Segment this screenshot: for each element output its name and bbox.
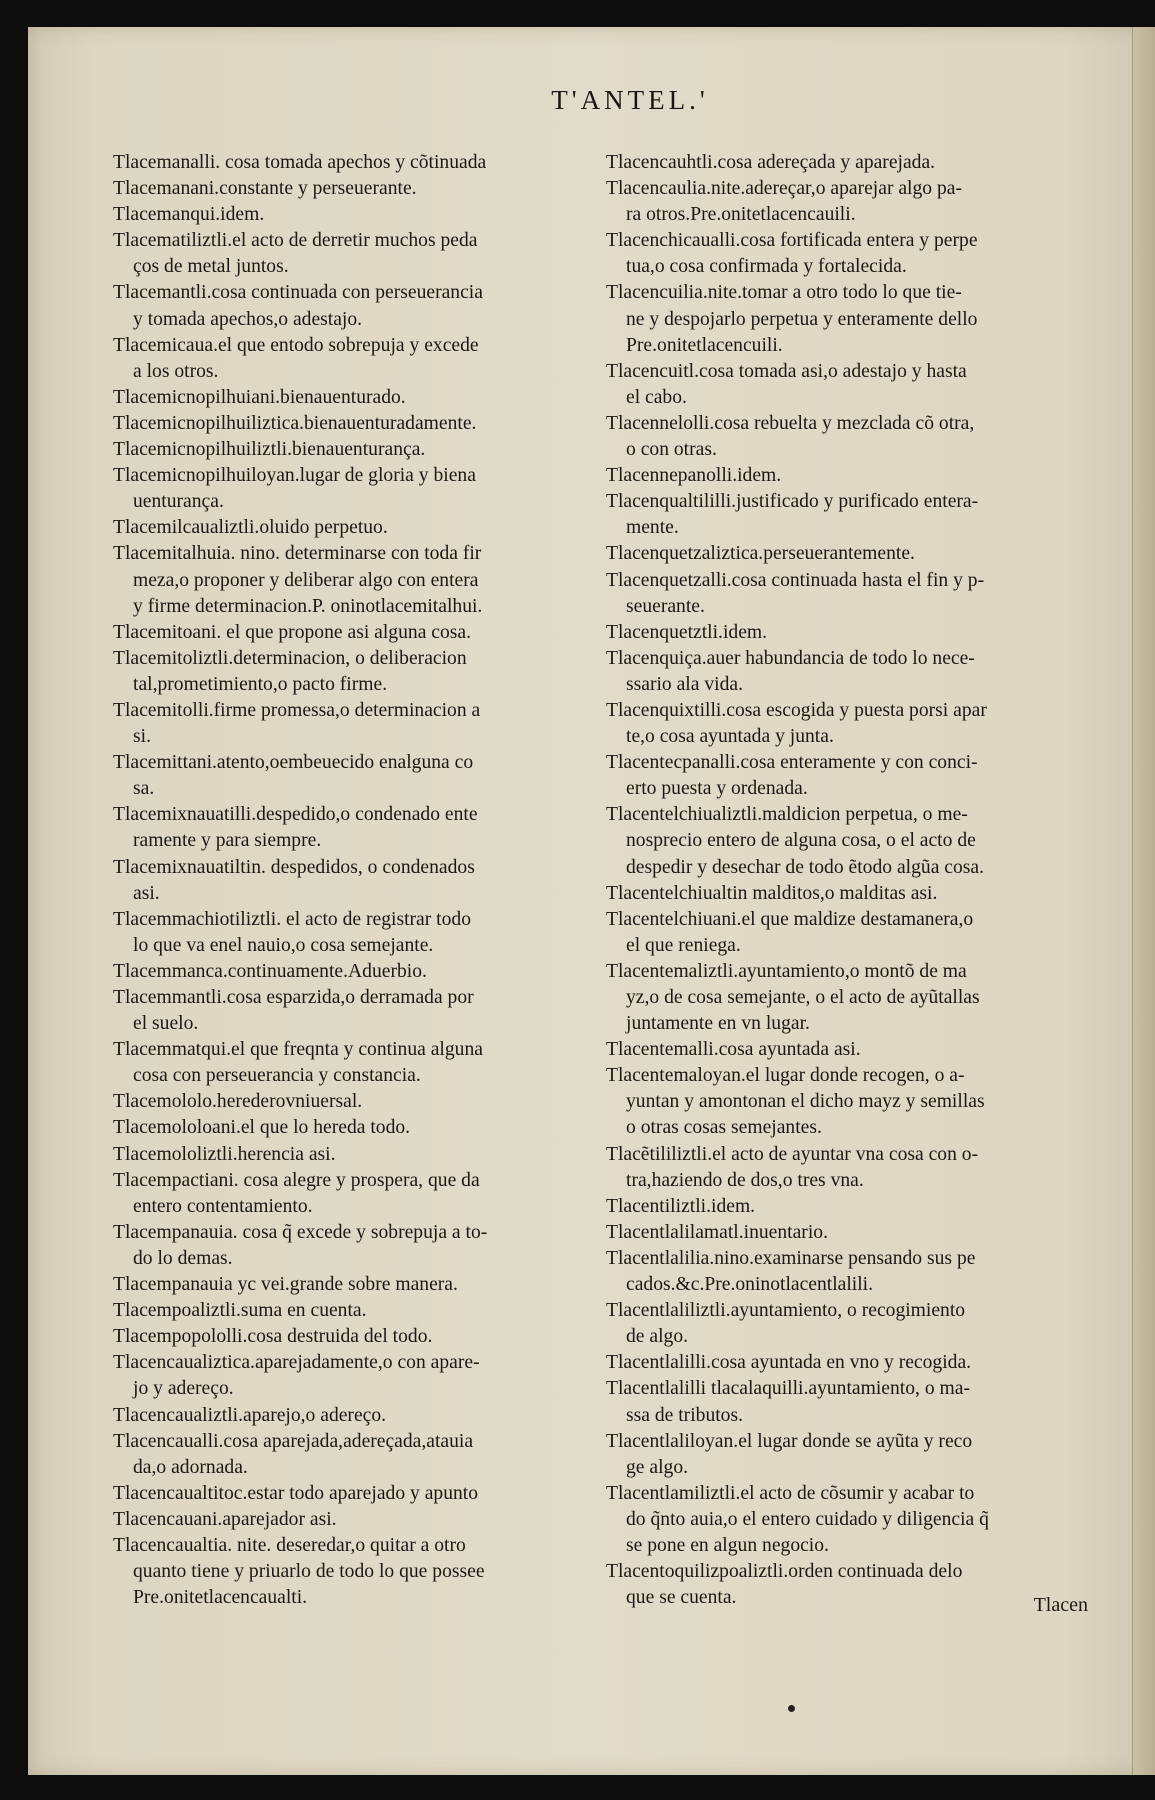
dictionary-entry-line: Tlacentlalilamatl.inuentario. [606,1221,828,1243]
entry-continuation-line: Pre.onitetlacencaualti. [133,1587,308,1609]
entry-continuation-line: y tomada apechos,o adestajo. [133,308,363,330]
entry-continuation-line: ne y despojarlo perpetua y enteramente dello [626,308,978,330]
dictionary-entry-line: Tlacennepanolli.idem. [606,465,782,487]
dictionary-entry-line: Tlacenquetzalli.cosa continuada hasta el fin y p- [606,569,985,591]
entry-continuation-line: y firme determinacion.P. oninotlacemitalhui. [133,595,483,617]
dictionary-entry-line: Tlacemantli.cosa continuada con perseuerancia [113,282,483,304]
entry-continuation-line: ços de metal juntos. [133,256,289,278]
entry-continuation-line: el cabo. [626,386,687,408]
dictionary-entry-line: Tlacencaualiztica.aparejadamente,o con apare- [113,1352,480,1374]
dictionary-entry-line: Tlacentelchiuani.el que maldize destamanera,o [606,908,974,930]
dictionary-entry-line: Tlacemicnopilhuiliztli.bienauenturança. [113,439,426,461]
entry-continuation-line: jo y adereço. [133,1378,234,1400]
dictionary-entry-line: Tlacemicnopilhuiloyan.lugar de gloria y biena [113,465,476,487]
entry-continuation-line: da,o adornada. [133,1456,248,1478]
dictionary-entry-line: Tlacentelchiualiztli.maldicion perpetua, o me- [606,804,968,826]
entry-continuation-line: ssario ala vida. [626,673,743,695]
entry-continuation-line: seuerante. [626,595,705,617]
dictionary-entry-line: Tlacencaualtia. nite. deseredar,o quitar a otro [113,1534,466,1556]
entry-continuation-line: entero contentamiento. [133,1195,313,1217]
entry-continuation-line: mente. [626,517,679,539]
entry-continuation-line: sa. [133,778,155,800]
entry-continuation-line: te,o cosa ayuntada y junta. [626,726,834,748]
running-header: T'ANTEL.' [551,85,709,115]
dictionary-entry-line: Tlacenquetztli.idem. [606,621,768,643]
dictionary-entry-line: Tlacemololo.herederovniuersal. [113,1091,363,1113]
dictionary-entry-line: Tlacempanauia yc vei.grande sobre manera. [113,1274,458,1296]
dictionary-entry-line: Tlacenquixtilli.cosa escogida y puesta porsi apar [606,699,987,721]
dictionary-entry-line: Tlacemittani.atento,oembeuecido enalguna co [113,752,474,774]
dictionary-entry-line: Tlacentlalilia.nino.examinarse pensando sus pe [606,1247,976,1269]
dictionary-entry-line: Tlacentemaliztli.ayuntamiento,o montõ de ma [606,960,967,982]
dictionary-entry-line: Tlacempoaliztli.suma en cuenta. [113,1300,367,1322]
dictionary-entry-line: Tlacentlalilli tlacalaquilli.ayuntamiento, o ma- [606,1378,970,1400]
entry-continuation-line: Pre.onitetlacencuili. [626,334,783,356]
dictionary-entry-line: Tlacentlalilli.cosa ayuntada en vno y recogida. [606,1352,972,1374]
dictionary-entry-line: Tlacemitoliztli.determinacion, o deliberacion [113,647,467,669]
entry-continuation-line: ra otros.Pre.onitetlacencauili. [626,204,856,226]
dictionary-entry-line: Tlacencuitl.cosa tomada asi,o adestajo y hasta [606,360,967,382]
entry-continuation-line: si. [133,726,151,748]
dictionary-entry-line: Tlacencaulia.nite.adereçar,o aparejar algo pa- [606,178,963,200]
entry-continuation-line: juntamente en vn lugar. [626,1013,810,1035]
dictionary-entry-line: Tlacemanani.constante y perseuerante. [113,178,417,200]
dictionary-entry-line: Tlacentlaliliztli.ayuntamiento, o recogimiento [606,1300,966,1322]
entry-continuation-line: uenturança. [133,491,224,513]
left-column [113,150,609,1611]
dictionary-entry-line: Tlacentemaloyan.el lugar donde recogen, o a- [606,1065,965,1087]
adjacent-page-edge [1132,27,1155,1775]
dictionary-entry-line: Tlacempopololli.cosa destruida del todo. [113,1326,433,1348]
dictionary-entry-line: Tlacemmantli.cosa esparzida,o derramada por [113,987,474,1008]
entry-continuation-line: quanto tiene y priuarlo de todo lo que possee [133,1561,485,1583]
dictionary-entry-line: Tlacennelolli.cosa rebuelta y mezclada cõ otra, [606,412,975,434]
entry-continuation-line: ramente y para siempre. [133,830,322,852]
entry-continuation-line: tra,haziendo de dos,o tres vna. [626,1169,864,1191]
dictionary-entry-line: Tlacenquetzaliztica.perseuerantemente. [606,543,915,565]
dictionary-entry-line: Tlacenquiça.auer habundancia de todo lo nece- [606,647,975,669]
entry-continuation-line: cosa con perseuerancia y constancia. [133,1065,421,1087]
entry-continuation-line: a los otros. [133,360,219,382]
entry-continuation-line: tua,o cosa confirmada y fortalecida. [626,256,907,278]
entry-continuation-line: el que reniega. [626,934,741,956]
entry-continuation-line: cados.&c.Pre.oninotlacentlalili. [626,1274,874,1296]
dictionary-entry-line: Tlacemicnopilhuiani.bienauenturado. [113,386,406,408]
dictionary-entry-line: Tlacenqualtililli.justificado y purificado entera- [606,491,979,513]
dictionary-entry-line: Tlacemicaua.el que entodo sobrepuja y excede [113,334,479,356]
dictionary-entry-line: Tlacencuilia.nite.tomar a otro todo lo que tie- [606,282,962,304]
dictionary-entry-line: Tlacentiliztli.idem. [606,1195,756,1217]
ink-dot [788,1705,795,1712]
dictionary-entry-line: Tlacentoquilizpoaliztli.orden continuada delo [606,1561,963,1583]
dictionary-entry-line: Tlacentlamiliztli.el acto de cõsumir y acabar to [606,1482,975,1504]
dictionary-entry-line: Tlacemmanca.continuamente.Aduerbio. [113,960,427,982]
entry-continuation-line: ge algo. [626,1456,689,1478]
dictionary-entry-line: Tlacemicnopilhuiliztica.bienauenturadamente. [113,412,477,434]
entry-continuation-line: lo que va enel nauio,o cosa semejante. [133,934,434,956]
dictionary-entry-line: Tlacemixnauatiltin. despedidos, o condenados [113,856,475,878]
entry-continuation-line: asi. [133,882,160,904]
dictionary-entry-line: Tlacemitolli.firme promessa,o determinacion a [113,699,481,721]
dictionary-entry-line: Tlacẽtililiztli.el acto de ayuntar vna cosa con o- [606,1143,979,1165]
entry-continuation-line: que se cuenta. [626,1587,737,1609]
dictionary-entry-line: Tlacenchicaualli.cosa fortificada entera y perpe [606,230,978,252]
entry-continuation-line: do lo demas. [133,1247,233,1269]
dictionary-entry-line: Tlacencauani.aparejador asi. [113,1508,337,1530]
dictionary-entry-line: Tlacemitalhuia. nino. determinarse con toda fir [113,543,482,565]
dictionary-entry-line: Tlacempanauia. cosa q̃ excede y sobrepuja a to- [113,1221,488,1243]
right-column [606,150,1106,1611]
entry-continuation-line: el suelo. [133,1013,199,1035]
entry-continuation-line: o con otras. [626,439,717,461]
dictionary-entry-line: Tlacematiliztli.el acto de derretir muchos peda [113,230,478,252]
dictionary-entry-line: Tlacemanqui.idem. [113,204,265,226]
entry-continuation-line: yuntan y amontonan el dicho mayz y semillas [626,1091,985,1113]
dictionary-entry-line: Tlacemololiztli.herencia asi. [113,1143,336,1165]
dictionary-entry-line: Tlacencaualiztli.aparejo,o adereço. [113,1404,387,1426]
entry-continuation-line: ssa de tributos. [626,1404,744,1426]
dictionary-entry-line: Tlacemitoani. el que propone asi alguna cosa. [113,621,471,643]
dictionary-entry-line: Tlacencaualtitoc.estar todo aparejado y apunto [113,1482,479,1504]
entry-continuation-line: de algo. [626,1326,689,1348]
entry-continuation-line: se pone en algun negocio. [626,1534,829,1556]
dictionary-entry-line: Tlacempactiani. cosa alegre y prospera, que da [113,1169,480,1191]
entry-continuation-line: meza,o proponer y deliberar algo con entera [133,569,479,591]
entry-continuation-line: nosprecio entero de alguna cosa, o el acto de [626,830,976,852]
dictionary-entry-line: Tlacemmachiotiliztli. el acto de registrar todo [113,908,471,930]
dictionary-entry-line: Tlacentecpanalli.cosa enteramente y con conci- [606,752,978,774]
entry-continuation-line: erto puesta y ordenada. [626,778,808,800]
entry-continuation-line: yz,o de cosa semejante, o el acto de ayũtallas [626,987,980,1008]
catchword: Tlacen [1033,1594,1088,1616]
dictionary-entry-line: Tlacemilcaualiztli.oluido perpetuo. [113,517,388,539]
dictionary-entry-line: Tlacentelchiualtin malditos,o malditas asi. [606,882,938,904]
dictionary-entry-line: Tlacencauhtli.cosa adereçada y aparejada. [606,152,936,173]
dictionary-entry-line: Tlacemanalli. cosa tomada apechos y cõtinuada [113,152,487,173]
entry-continuation-line: despedir y desechar de todo ẽtodo algũa cosa. [626,856,984,878]
dictionary-entry-line: Tlacemixnauatilli.despedido,o condenado ente [113,804,478,826]
dictionary-entry-line: Tlacemmatqui.el que freqnta y continua alguna [113,1039,483,1061]
dictionary-entry-line: Tlacentlaliloyan.el lugar donde se ayũta y reco [606,1430,973,1452]
dictionary-entry-line: Tlacentemalli.cosa ayuntada asi. [606,1039,861,1061]
entry-continuation-line: tal,prometimiento,o pacto firme. [133,673,388,695]
entry-continuation-line: o otras cosas semejantes. [626,1117,822,1139]
entry-continuation-line: do q̃nto auia,o el entero cuidado y diligencia q̃ [626,1508,989,1530]
dictionary-entry-line: Tlacemololoani.el que lo hereda todo. [113,1117,411,1139]
dictionary-entry-line: Tlacencaualli.cosa aparejada,adereçada,atauia [113,1430,474,1452]
